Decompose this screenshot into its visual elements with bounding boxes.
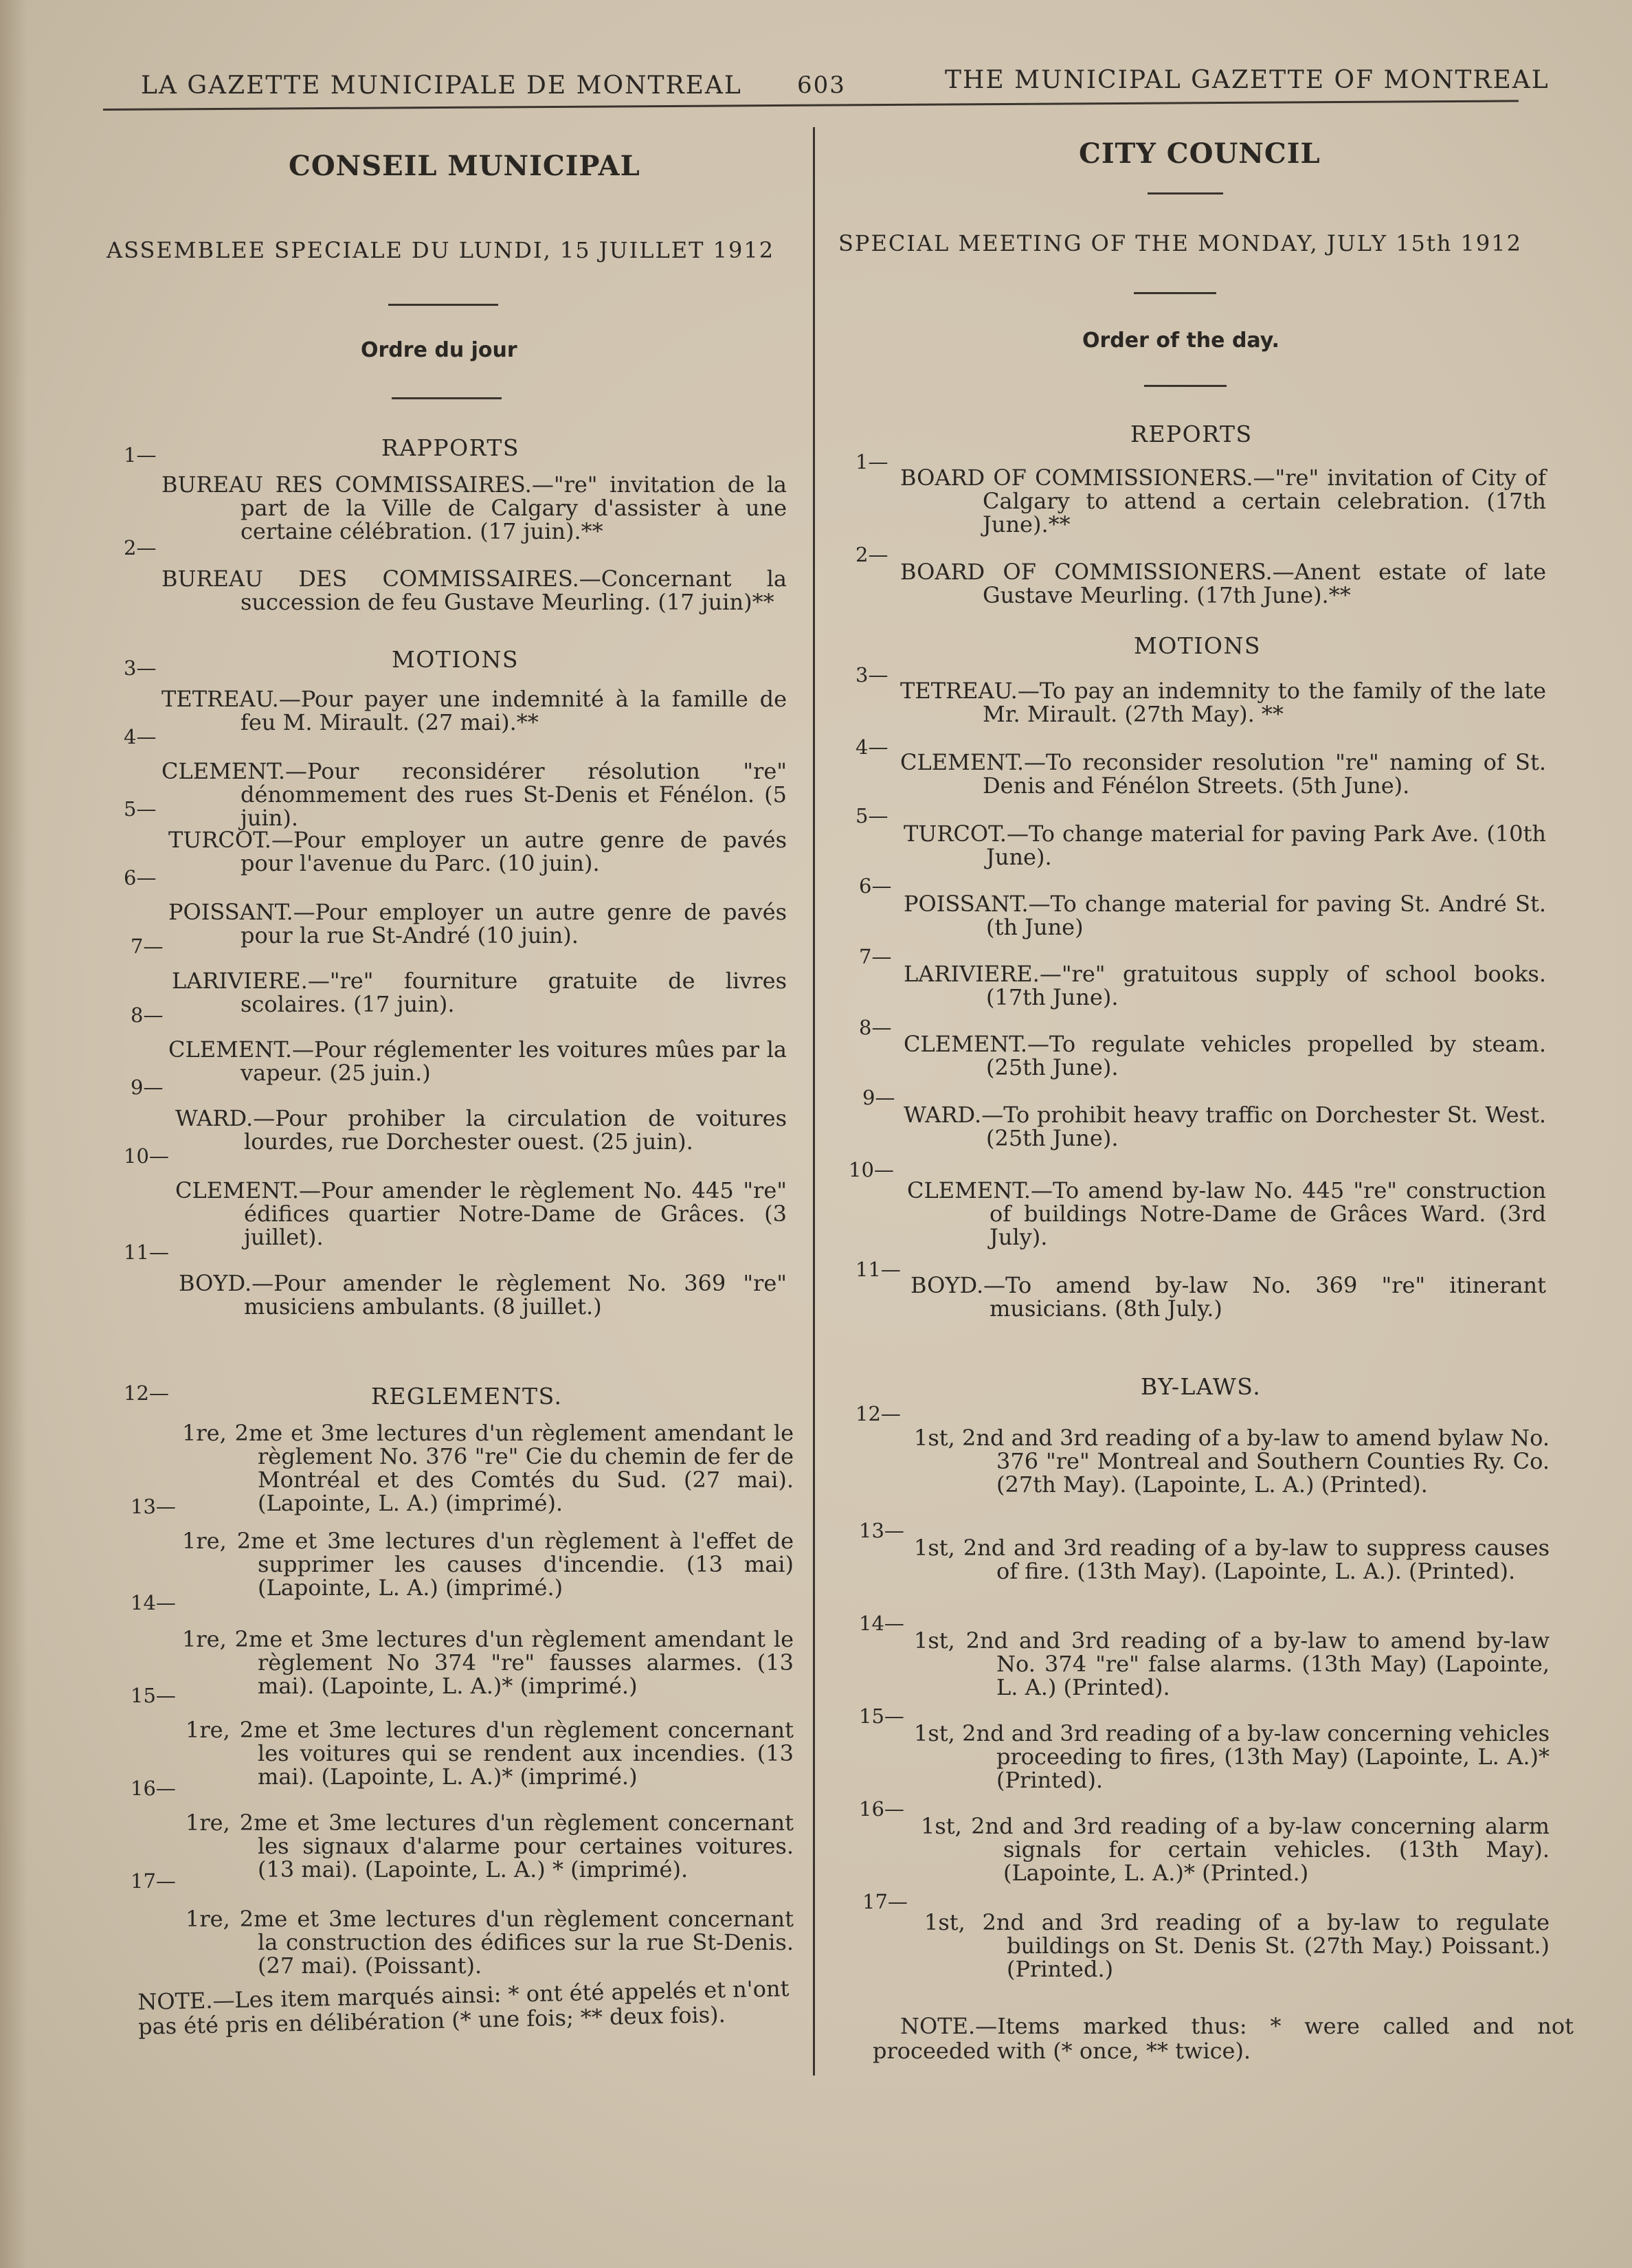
en-item-number: 13— — [859, 1519, 904, 1542]
fr-item-text: 1re, 2me et 3me lectures d'un règlement amendant le règlement No. 376 "re" Cie du chemin de fer de Montréal et des Comtés du Sud. (27 mai). (Lapointe, L. A.) (imprimé). — [182, 1420, 794, 1516]
fr-item-number: 11— — [124, 1241, 169, 1264]
fr-item-number: 5— — [124, 797, 157, 821]
en-item-number: 10— — [849, 1158, 894, 1181]
en-item-text: BOARD OF COMMISSIONERS.—"re" invitation of City of Calgary to attend a certain celebration. (17th June).** — [900, 465, 1546, 537]
en-item-number: 1— — [856, 450, 888, 474]
en-item-text: CLEMENT.—To amend by-law No. 445 "re" construction of buildings Notre-Dame de Grâces Ward. (3rd July). — [907, 1177, 1546, 1250]
en-item-number: 7— — [859, 945, 892, 968]
en-section-bylaws: BY-LAWS. — [1141, 1373, 1262, 1400]
fr-item-text: 1re, 2me et 3me lectures d'un règlement concernant la construction des édifices sur la rue St-Denis. (27 mai). (Poissant). — [186, 1906, 794, 1979]
en-item-number: 11— — [856, 1258, 901, 1281]
fr-item — [168, 828, 787, 875]
fr-item-text: BUREAU DES COMMISSAIRES.—Concernant la succession de feu Gustave Meurling. (17 juin)** — [161, 566, 787, 615]
en-item — [914, 1426, 1550, 1496]
page-number: 603 — [797, 71, 846, 99]
en-item-number: 12— — [856, 1402, 901, 1425]
fr-item-text: CLEMENT.—Pour reconsidérer résolution "re" dénommement des rues St-Denis et Fénélon. (5 juin). — [161, 758, 787, 831]
fr-item-text: 1re, 2me et 3me lectures d'un règlement amendant le règlement No 374 "re" fausses alarmes. (13 mai). (Lapointe, L. A.)* (imprimé.) — [182, 1626, 794, 1699]
en-item-text: BOARD OF COMMISSIONERS.—Anent estate of late Gustave Meurling. (17th June).** — [900, 559, 1546, 608]
header-french-title: LA GAZETTE MUNICIPALE DE MONTREAL — [141, 71, 742, 100]
fr-item — [168, 900, 787, 947]
en-item — [921, 1814, 1550, 1885]
fr-item-number: 4— — [124, 725, 157, 748]
en-order-of-day: Order of the day. — [1082, 329, 1279, 353]
en-item-number: 6— — [859, 874, 892, 898]
fr-item-text: BUREAU RES COMMISSAIRES.—"re" invitation de la part de la Ville de Calgary d'assister à une certaine célébration. (17 juin).** — [161, 471, 787, 544]
fr-item-number: 17— — [131, 1869, 176, 1893]
en-item-number: 9— — [862, 1086, 895, 1109]
fr-item — [182, 1421, 794, 1515]
fr-item-text: 1re, 2me et 3me lectures d'un règlement concernant les signaux d'alarme pour certaines voitures. (13 mai). (Lapointe, L. A.) * (imprimé). — [186, 1810, 794, 1882]
fr-item-number: 12— — [124, 1381, 169, 1405]
en-item-text: 1st, 2nd and 3rd reading of a by-law to suppress causes of fire. (13th May). (Lapointe, L. A.). (Printed). — [914, 1535, 1550, 1584]
en-item-text: BOYD.—To amend by-law No. 369 "re" itinerant musicians. (8th July.) — [910, 1272, 1546, 1322]
fr-item — [182, 1627, 794, 1698]
en-item — [904, 1103, 1546, 1150]
fr-item-number: 10— — [124, 1144, 169, 1168]
fr-item — [172, 969, 787, 1016]
en-item-number: 3— — [856, 663, 888, 687]
en-title: CITY COUNCIL — [1079, 137, 1321, 170]
en-item-text: CLEMENT.—To regulate vehicles propelled by steam. (25th June). — [904, 1031, 1546, 1080]
fr-item-text: BOYD.—Pour amender le règlement No. 369 "re" musiciens ambulants. (8 juillet.) — [179, 1270, 787, 1320]
fr-item — [186, 1718, 794, 1788]
en-section-motions: MOTIONS — [1134, 632, 1261, 659]
en-subtitle: SPECIAL MEETING OF THE MONDAY, JULY 15th 1912 — [838, 230, 1522, 256]
fr-item-number: 6— — [124, 866, 157, 889]
fr-item-text: CLEMENT.—Pour réglementer les voitures mûes par la vapeur. (25 juin.) — [168, 1036, 787, 1086]
fr-order-of-day: Ordre du jour — [361, 338, 517, 362]
fr-item-number: 2— — [124, 536, 157, 559]
fr-item-number: 9— — [131, 1076, 164, 1099]
en-item — [904, 822, 1546, 869]
en-note: NOTE.—Items marked thus: * were called and not proceeded with (* once, ** twice). — [873, 2013, 1574, 2064]
fr-item-number: 13— — [131, 1495, 176, 1518]
en-item — [910, 1274, 1546, 1320]
fr-item-text: TETREAU.—Pour payer une indemnité à la famille de feu M. Mirault. (27 mai).** — [161, 686, 787, 735]
fr-item — [175, 1107, 787, 1153]
header-english-title: THE MUNICIPAL GAZETTE OF MONTREAL — [945, 66, 1550, 94]
fr-item — [186, 1907, 794, 1977]
fr-item — [182, 1529, 794, 1599]
fr-item-text: WARD.—Pour prohiber la circulation de voitures lourdes, rue Dorchester ouest. (25 juin). — [175, 1105, 787, 1155]
en-item-text: TURCOT.—To change material for paving Park Ave. (10th June). — [904, 821, 1546, 870]
en-item-text: POISSANT.—To change material for paving St. André St. (th June) — [904, 891, 1546, 940]
header-rule — [103, 100, 1519, 111]
fr-title: CONSEIL MUNICIPAL — [289, 150, 640, 182]
en-item-number: 8— — [859, 1016, 892, 1039]
fr-item — [168, 1038, 787, 1085]
en-section-reports: REPORTS — [1130, 421, 1253, 447]
en-item-text: 1st, 2nd and 3rd reading of a by-law to regulate buildings on St. Denis St. (27th May.) Poissant.) (Printed.) — [924, 1909, 1550, 1982]
fr-item-text: POISSANT.—Pour employer un autre genre de pavés pour la rue St-André (10 juin). — [168, 899, 787, 948]
fr-item-number: 16— — [131, 1777, 176, 1800]
en-item-number: 14— — [859, 1612, 904, 1635]
fr-item-text: 1re, 2me et 3me lectures d'un règlement à l'effet de supprimer les causes d'incendie. (13 mai) (Lapointe, L. A.) (imprimé.) — [182, 1528, 794, 1601]
en-item — [904, 1032, 1546, 1079]
en-item — [900, 679, 1546, 726]
fr-item — [161, 687, 787, 734]
fr-item-number: 3— — [124, 656, 157, 680]
en-item — [900, 751, 1546, 797]
en-item-number: 16— — [859, 1797, 904, 1821]
fr-item-number: 15— — [131, 1684, 176, 1707]
en-item-number: 17— — [862, 1890, 908, 1913]
en-item — [914, 1629, 1550, 1699]
fr-divider-2 — [392, 397, 502, 399]
fr-item — [175, 1179, 787, 1249]
fr-section-reports: RAPPORTS — [381, 434, 520, 461]
column-divider — [813, 127, 815, 2076]
fr-subtitle: ASSEMBLEE SPECIALE DU LUNDI, 15 JUILLET 1912 — [107, 237, 775, 263]
en-item-text: TETREAU.—To pay an indemnity to the family of the late Mr. Mirault. (27th May). ** — [900, 678, 1546, 727]
en-item — [900, 466, 1546, 536]
fr-item — [161, 567, 787, 614]
en-divider-2 — [1144, 385, 1227, 387]
en-item-text: 1st, 2nd and 3rd reading of a by-law to amend bylaw No. 376 "re" Montreal and Southern Counties Ry. Co. (27th May). (Lapointe, L. A.) (Printed). — [914, 1425, 1550, 1498]
fr-item-text: 1re, 2me et 3me lectures d'un règlement concernant les voitures qui se rendent aux incendies. (13 mai). (Lapointe, L. A.)* (imprimé.) — [186, 1717, 794, 1790]
fr-item — [161, 473, 787, 543]
en-item-number: 2— — [856, 543, 888, 566]
en-item — [914, 1536, 1550, 1583]
en-item-text: 1st, 2nd and 3rd reading of a by-law to amend by-law No. 374 "re" false alarms. (13th May) (Lapointe, L. A.) (Printed). — [914, 1627, 1550, 1700]
en-item — [900, 560, 1546, 607]
fr-section-motions: MOTIONS — [392, 646, 519, 673]
fr-item-text: CLEMENT.—Pour amender le règlement No. 445 "re" édifices quartier Notre-Dame de Grâces. (3 juillet). — [175, 1177, 787, 1250]
fr-divider-1 — [388, 304, 498, 306]
fr-item-number: 8— — [131, 1003, 164, 1027]
en-item — [907, 1179, 1546, 1249]
en-item-number: 4— — [856, 735, 888, 759]
en-item-number: 15— — [859, 1704, 904, 1728]
en-item — [914, 1722, 1550, 1792]
page-edge-shadow — [0, 0, 27, 2268]
en-item-text: 1st, 2nd and 3rd reading of a by-law concerning alarm signals for certain vehicles. (13th May). (Lapointe, L. A.)* (Printed.) — [921, 1813, 1550, 1886]
en-item-text: WARD.—To prohibit heavy traffic on Dorchester St. West. (25th June). — [904, 1102, 1546, 1151]
fr-item — [179, 1271, 787, 1318]
en-item-number: 5— — [856, 804, 888, 827]
fr-item-text: TURCOT.—Pour employer un autre genre de pavés pour l'avenue du Parc. (10 juin). — [168, 827, 787, 876]
fr-item-number: 1— — [124, 443, 157, 467]
en-item — [904, 892, 1546, 939]
fr-item — [186, 1811, 794, 1881]
en-item-text: 1st, 2nd and 3rd reading of a by-law concerning vehicles proceeding to fires, (13th May) (Lapointe, L. A.)* (Printed). — [914, 1720, 1550, 1793]
en-item-text: CLEMENT.—To reconsider resolution "re" naming of St. Denis and Fénélon Streets. (5th June). — [900, 749, 1546, 799]
fr-section-bylaws: REGLEMENTS. — [371, 1383, 563, 1410]
fr-item-number: 7— — [131, 935, 164, 958]
fr-item-text: LARIVIERE.—"re" fourniture gratuite de livres scolaires. (17 juin). — [172, 968, 787, 1017]
en-divider-1 — [1134, 292, 1216, 294]
en-divider-top — [1148, 192, 1223, 194]
fr-item-number: 14— — [131, 1591, 176, 1614]
en-item-text: LARIVIERE.—"re" gratuitous supply of school books. (17th June). — [904, 961, 1546, 1010]
fr-note: NOTE.—Les item marqués ainsi: * ont été appelés et n'ont pas été pris en délibération (* une fois; ** deux fois). — [137, 1975, 790, 2040]
fr-item — [161, 759, 787, 830]
en-item — [924, 1911, 1550, 1981]
en-item — [904, 962, 1546, 1009]
